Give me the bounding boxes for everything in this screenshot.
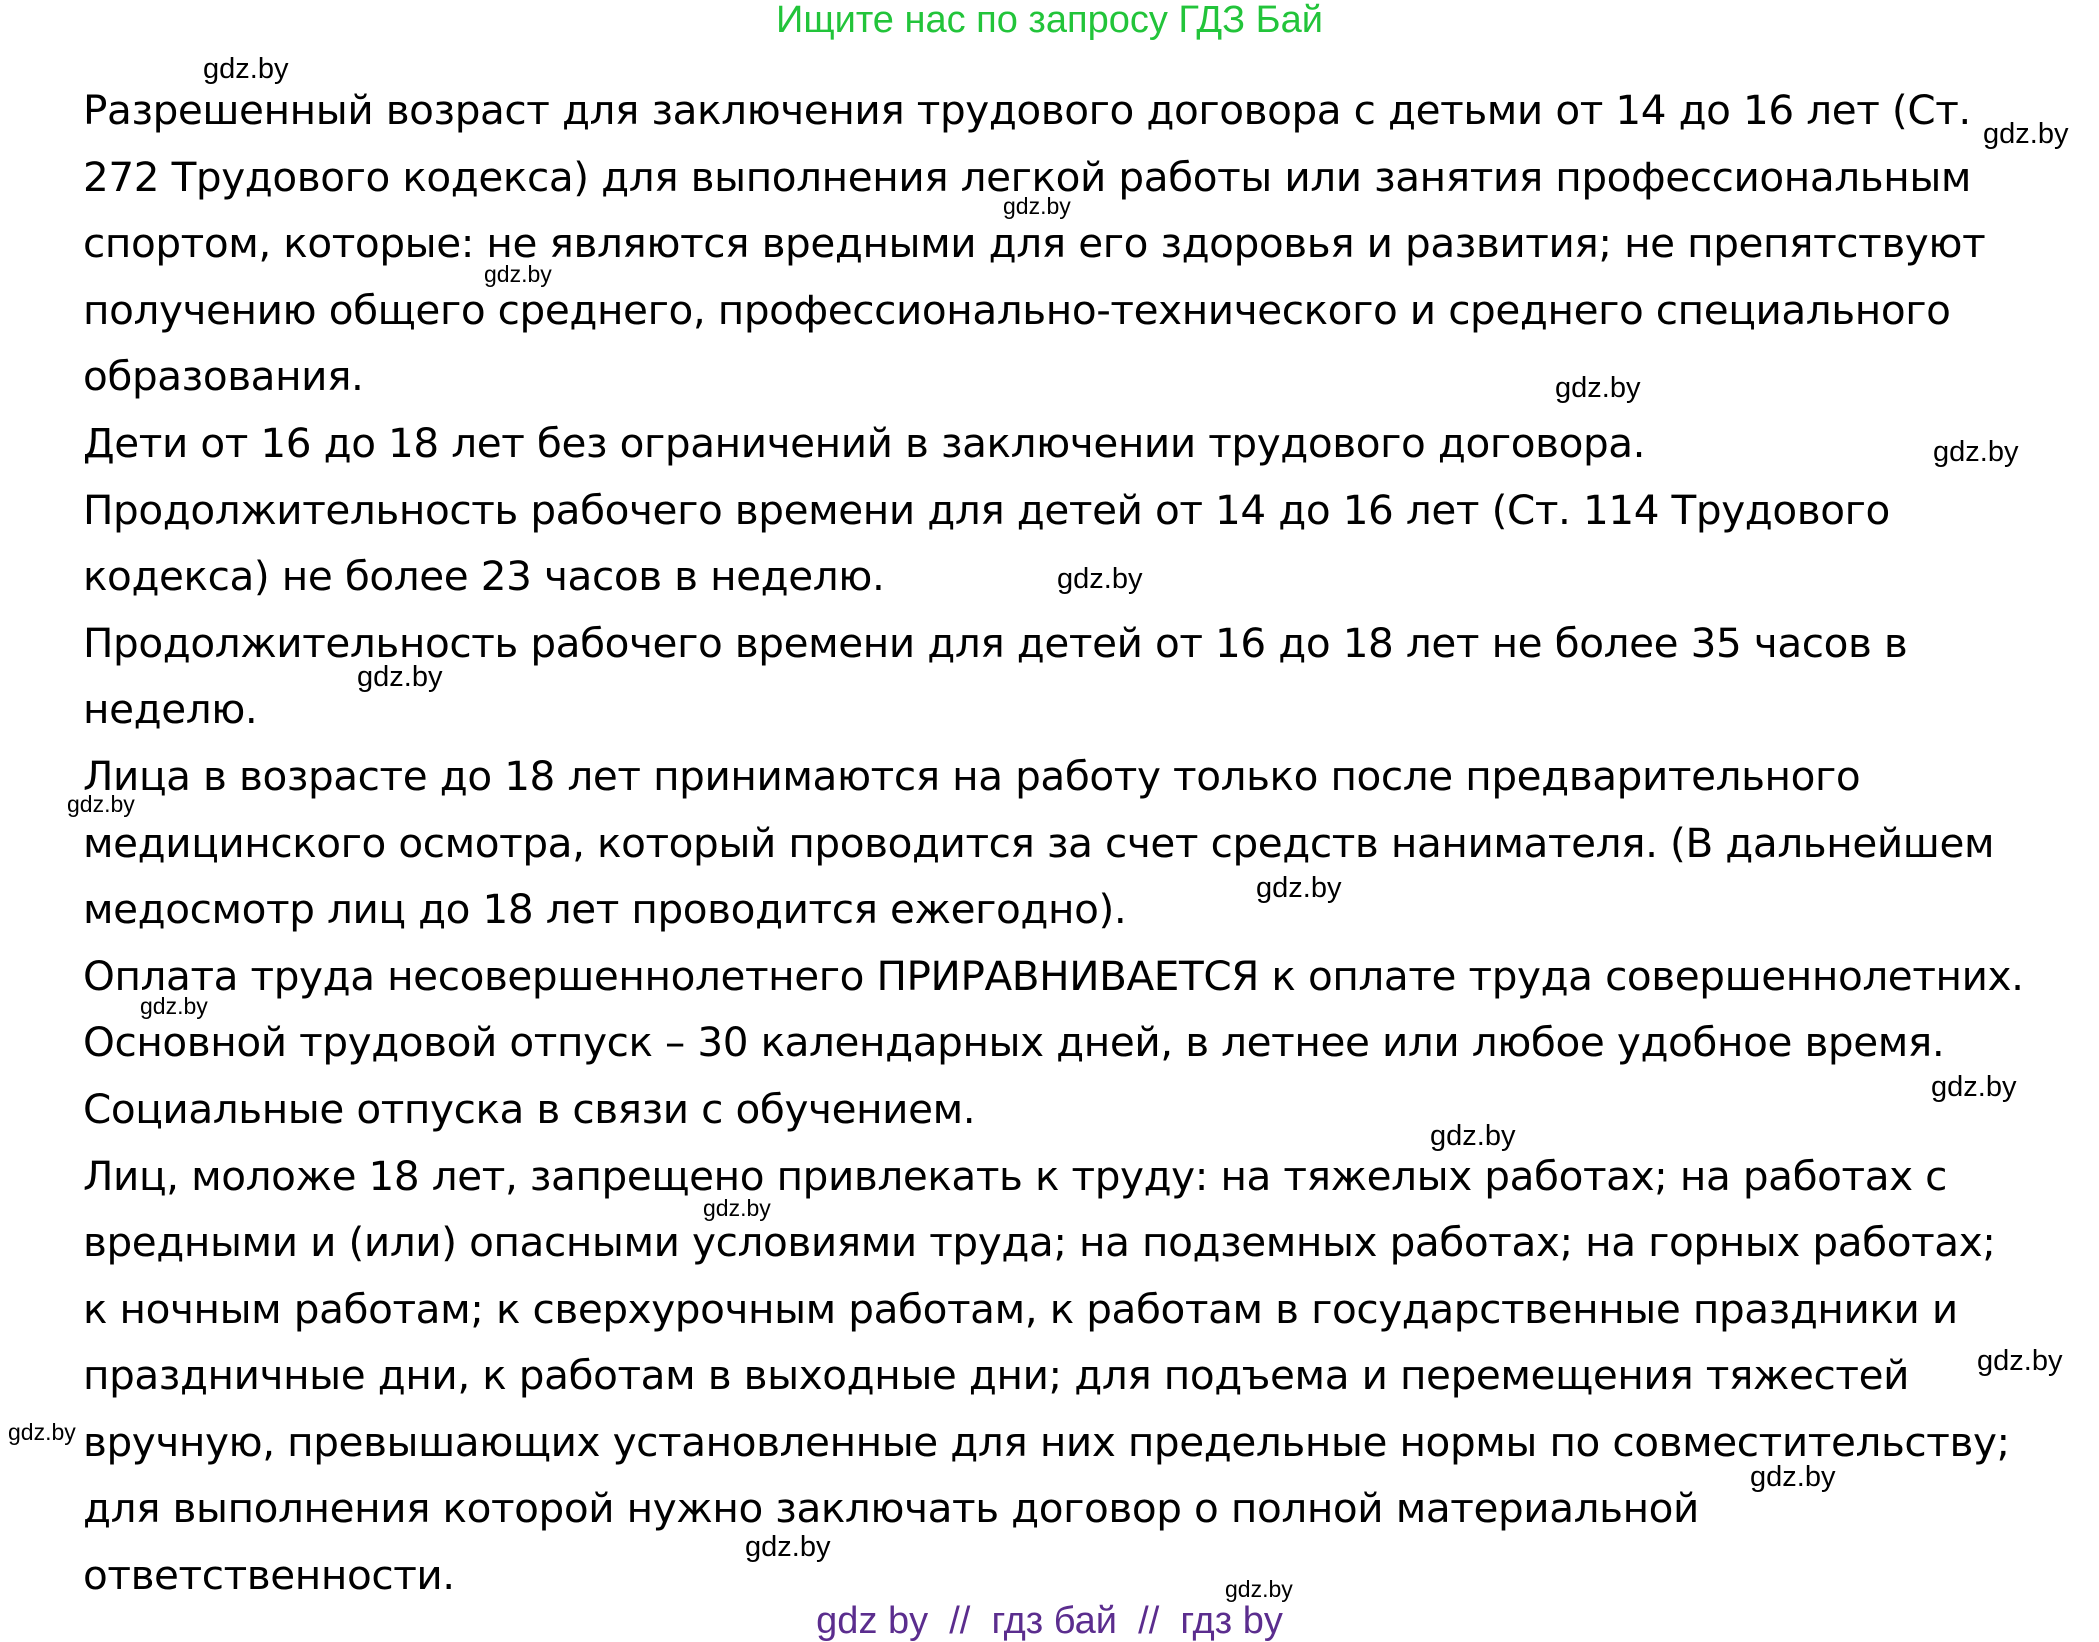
watermark: gdz.by <box>140 993 208 1019</box>
text-line: Дети от 16 до 18 лет без ограничений в заключении трудового договора. <box>83 418 1646 467</box>
watermark: gdz.by <box>703 1195 771 1221</box>
text-line: медосмотр лиц до 18 лет проводится ежегодно). <box>83 885 1127 934</box>
text-line: спортом, которые: не являются вредными для его здоровья и развития; не препятствуют <box>83 219 1986 268</box>
watermark: gdz.by <box>67 791 135 817</box>
watermark: gdz.by <box>1983 118 2069 150</box>
text-line: Продолжительность рабочего времени для детей от 14 до 16 лет (Ст. 114 Трудового <box>83 485 1890 534</box>
text-line: получению общего среднего, профессионально-технического и среднего специального <box>83 285 1951 334</box>
search-banner: Ищите нас по запросу ГДЗ Бай <box>776 0 1323 41</box>
watermark: gdz.by <box>1977 1345 2063 1377</box>
watermark: gdz.by <box>1931 1071 2017 1103</box>
watermark: gdz.by <box>8 1419 76 1445</box>
text-line: вредными и (или) опасными условиями труда; на подземных работах; на горных работах; <box>83 1218 1996 1267</box>
watermark: gdz.by <box>1057 563 1143 595</box>
text-line: вручную, превышающих установленные для них предельные нормы по совместительству; <box>83 1417 2010 1466</box>
watermark: gdz.by <box>1003 193 1071 219</box>
watermark: gdz.by <box>1750 1461 1836 1493</box>
text-line: Лица в возрасте до 18 лет принимаются на работу только после предварительного <box>83 751 1861 800</box>
text-line: Лиц, моложе 18 лет, запрещено привлекать к труду: на тяжелых работах; на работах с <box>83 1151 1948 1200</box>
text-line: кодекса) не более 23 часов в неделю. <box>83 552 885 601</box>
document-body <box>83 77 2083 1609</box>
text-line: ответственности. <box>83 1551 455 1600</box>
text-line: Разрешенный возраст для заключения трудового договора с детьми от 14 до 16 лет (Ст. <box>83 86 1971 134</box>
watermark: gdz.by <box>745 1531 831 1563</box>
watermark: gdz.by <box>1225 1576 1293 1602</box>
text-line: праздничные дни, к работам в выходные дни; для подъема и перемещения тяжестей <box>83 1351 1910 1400</box>
text-line: 272 Трудового кодекса) для выполнения легкой работы или занятия профессиональным <box>83 152 1972 201</box>
watermark: gdz.by <box>357 661 443 693</box>
text-line: Оплата труда несовершеннолетнего ПРИРАВНИВАЕТСЯ к оплате труда совершеннолетних. <box>83 951 2024 1000</box>
text-line: неделю. <box>83 685 258 734</box>
text-line: Социальные отпуска в связи с обучением. <box>83 1084 976 1133</box>
text-line: Продолжительность рабочего времени для детей от 16 до 18 лет не более 35 часов в <box>83 618 1908 667</box>
watermark: gdz.by <box>484 261 552 287</box>
text-line: Основной трудовой отпуск – 30 календарных дней, в летнее или любое удобное время. <box>83 1018 1945 1067</box>
footer-links: gdz by // гдз бай // гдз by <box>816 1600 1283 1642</box>
text-line: образования. <box>83 352 364 401</box>
text-line: медицинского осмотра, который проводится за счет средств нанимателя. (В дальнейшем <box>83 818 1995 867</box>
watermark: gdz.by <box>203 53 289 85</box>
watermark: gdz.by <box>1933 436 2019 468</box>
watermark: gdz.by <box>1430 1120 1516 1152</box>
text-line: для выполнения которой нужно заключать договор о полной материальной <box>83 1484 1699 1533</box>
watermark: gdz.by <box>1555 372 1641 404</box>
text-line: к ночным работам; к сверхурочным работам, к работам в государственные праздники и <box>83 1284 1958 1333</box>
watermark: gdz.by <box>1256 872 1342 904</box>
